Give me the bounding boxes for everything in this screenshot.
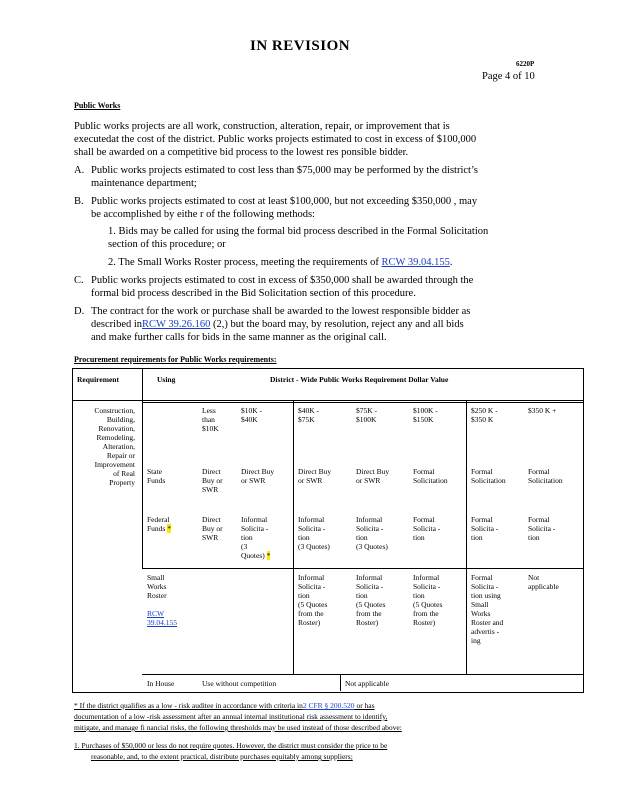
cell-line: Informal xyxy=(356,573,383,582)
state-cell xyxy=(241,467,274,485)
cell-line: Small xyxy=(471,600,489,609)
rcw-39-04-155-link[interactable]: RCW 39.04.155 xyxy=(381,257,450,268)
federal-cell xyxy=(298,515,330,551)
cell-line: Direct Buy xyxy=(356,467,390,476)
dollar-line: $75K xyxy=(298,415,315,424)
cell-line: Solicita - xyxy=(471,582,499,591)
cell-line: Informal xyxy=(356,515,383,524)
label-line: Works xyxy=(147,582,167,591)
federal-cell xyxy=(241,515,270,560)
in-house-label: In House xyxy=(147,679,175,688)
cell-line: Solicita - xyxy=(413,582,441,591)
cell-line: (5 Quotes xyxy=(356,600,386,609)
table-row-divider-3 xyxy=(142,674,583,675)
dollar-line: $100K xyxy=(356,415,377,424)
label-line xyxy=(147,524,171,533)
dollar-col-100k-150k xyxy=(413,406,438,424)
cell-line xyxy=(241,551,270,560)
dollar-col-75k-100k xyxy=(356,406,377,424)
item-d-line-2-text: described in xyxy=(91,319,143,330)
cell-line: Informal xyxy=(298,515,325,524)
footnote-line-3: mitigate, and manage fi nancial risks, the following thresholds may be used instead of those described above: xyxy=(74,723,402,732)
federal-cell xyxy=(413,515,440,542)
table-vline-1 xyxy=(293,400,294,674)
item-letter-b: B. xyxy=(74,196,84,207)
cell-line: tion xyxy=(298,591,310,600)
roster-cell xyxy=(471,573,503,645)
table-caption: Procurement requirements for Public Works requirements: xyxy=(74,355,277,364)
cell-line: Solicita - xyxy=(298,524,326,533)
row-label-line: Renovation, xyxy=(98,424,135,433)
dollar-line: $350 K xyxy=(471,415,494,424)
cell-line: tion xyxy=(528,533,540,542)
cell-line: Solicita - xyxy=(471,524,499,533)
cell-line: Roster) xyxy=(356,618,379,627)
table-vline-left xyxy=(142,368,143,569)
cell-line: Direct xyxy=(202,467,221,476)
intro-line-3: shall be awarded on a competitive bid process to the lowest res ponsible bidder. xyxy=(74,147,409,158)
dollar-col-350k-plus xyxy=(528,406,556,415)
cell-line: SWR xyxy=(202,533,219,542)
section-heading: Public Works xyxy=(74,101,121,110)
item-d-line-2-rest: (2,) but the board may, by resolution, reject any and all bids xyxy=(210,319,464,330)
cell-line: tion xyxy=(413,533,425,542)
cell-line: Solicitation xyxy=(471,476,506,485)
cell-line: Direct xyxy=(202,515,221,524)
federal-cell xyxy=(202,515,223,542)
dollar-line: $350 K + xyxy=(528,406,557,415)
page-number: Page 4 of 10 xyxy=(482,71,535,82)
cell-line: SWR xyxy=(202,485,219,494)
small-works-label xyxy=(147,573,177,627)
dollar-line: $75K - xyxy=(356,406,378,415)
row-label-line: Construction, xyxy=(94,406,135,415)
spacer xyxy=(147,600,177,609)
row-label-line: of Real xyxy=(113,469,135,478)
state-cell xyxy=(413,467,448,485)
intro-line-2: executedat the cost of the district. Public works projects estimated to cost in excess of $100,000 xyxy=(74,134,477,145)
row-label-line: Improvement xyxy=(94,460,135,469)
cell-line: Solicitation xyxy=(413,476,448,485)
dollar-line: $40K xyxy=(241,415,258,424)
cell-line: Formal xyxy=(471,467,493,476)
cell-line: or SWR xyxy=(356,476,381,485)
footnote-item-1-line-1: 1. Purchases of $50,000 or less do not require quotes. However, the district must consider the price to be xyxy=(74,741,388,750)
cell-line: or SWR xyxy=(241,476,266,485)
cell-line: Direct Buy xyxy=(298,467,332,476)
cell-line: Formal xyxy=(471,515,493,524)
roster-cell xyxy=(298,573,327,627)
cell-line: ing xyxy=(471,636,481,645)
item-c-line-2: formal bid process described in the Bid Solicitation section of this procedure. xyxy=(91,288,416,299)
cell-line: Works xyxy=(471,609,491,618)
cell-line: Solicita - xyxy=(356,524,384,533)
cell-line: Formal xyxy=(528,515,550,524)
item-letter-a: A. xyxy=(74,165,85,176)
cell-line: Buy or xyxy=(202,524,223,533)
state-cell xyxy=(528,467,563,485)
table-vline-2 xyxy=(466,400,467,674)
intro-line-1: Public works projects are all work, construction, alteration, repair, or improvement that is xyxy=(74,121,450,132)
row-label-line: Alteration, xyxy=(102,442,135,451)
dollar-line: $10K - xyxy=(241,406,263,415)
header-dollar-value: District - Wide Public Works Requirement Dollar Value xyxy=(270,375,449,384)
item-a-line-2: maintenance department; xyxy=(91,178,197,189)
label-line: Small xyxy=(147,573,165,582)
cell-line: Formal xyxy=(471,573,493,582)
row-label xyxy=(79,406,135,487)
in-house-na: Not applicable xyxy=(345,679,389,688)
roster-cell xyxy=(413,573,442,627)
dollar-col-250k-350k xyxy=(471,406,498,424)
row-label-line: Building, xyxy=(106,415,135,424)
dollar-line: Less xyxy=(202,406,216,415)
cell-line: from the xyxy=(413,609,439,618)
dollar-col-less-10k xyxy=(202,406,219,433)
label-line: State xyxy=(147,467,162,476)
state-funds-label xyxy=(147,467,165,485)
federal-funds-label xyxy=(147,515,171,533)
subitem-2-line xyxy=(108,257,452,270)
cell-text: Quotes) xyxy=(241,551,265,560)
footnote-text: or has xyxy=(354,701,375,710)
dollar-col-40k-75k xyxy=(298,406,319,424)
subitem-2-text: 2. The Small Works Roster process, meeting the requirements of xyxy=(108,257,379,268)
cell-line: Solicita - xyxy=(298,582,326,591)
cell-line: Solicita - xyxy=(528,524,556,533)
cell-line: Roster) xyxy=(298,618,321,627)
item-d-line-1: The contract for the work or purchase shall be awarded to the lowest responsible bidder as xyxy=(91,306,471,317)
table-row-divider-1 xyxy=(142,402,583,403)
subitem-2-period: . xyxy=(449,257,453,268)
subitem-1-line-1: 1. Bids may be called for using the formal bid process described in the Formal Solicitation xyxy=(108,226,489,237)
item-d-line-3: and make further calls for bids in the same manner as the original call. xyxy=(91,332,387,343)
cell-line: tion xyxy=(241,533,253,542)
cell-line: (3 Quotes) xyxy=(298,542,330,551)
footnote-item-1-line-2: reasonable, and, to the extent practical, distribute purchases equitably among suppliers; xyxy=(91,752,353,761)
item-letter-d: D. xyxy=(74,306,85,317)
dollar-col-10k-40k xyxy=(241,406,262,424)
cell-line: Solicita - xyxy=(241,524,269,533)
item-c-line-1: Public works projects estimated to cost in excess of $350,000 shall be awarded through the xyxy=(91,275,474,286)
cell-line: Roster) xyxy=(413,618,436,627)
cell-line: tion xyxy=(413,591,425,600)
table-vline-na xyxy=(340,674,341,691)
header-using: Using xyxy=(157,375,176,384)
cell-line: (5 Quotes xyxy=(413,600,443,609)
in-house-use: Use without competition xyxy=(202,679,277,688)
label-line: Funds xyxy=(147,476,166,485)
dollar-line: $150K xyxy=(413,415,434,424)
cell-line: (3 Quotes) xyxy=(356,542,388,551)
cell-line: tion using xyxy=(471,591,501,600)
cell-line: from the xyxy=(356,609,382,618)
dollar-line: $250 K - xyxy=(471,406,498,415)
cell-line: tion xyxy=(356,533,368,542)
cell-line: or SWR xyxy=(298,476,323,485)
cell-line: (5 Quotes xyxy=(298,600,328,609)
roster-cell xyxy=(356,573,385,627)
subitem-1-line-2: section of this procedure; or xyxy=(108,239,226,250)
cell-line: Formal xyxy=(413,467,435,476)
state-cell xyxy=(356,467,389,485)
dollar-line: than xyxy=(202,415,215,424)
cell-line: Informal xyxy=(413,573,440,582)
federal-cell xyxy=(528,515,555,542)
cell-line: Roster and xyxy=(471,618,504,627)
footnote-marker: * xyxy=(266,551,271,560)
item-a-line-1: Public works projects estimated to cost less than $75,000 may be performed by the district’s xyxy=(91,165,478,176)
dollar-line: $100K - xyxy=(413,406,438,415)
document-code: 6220P xyxy=(516,60,535,68)
federal-cell xyxy=(471,515,498,542)
footnote-text: * If the district qualifies as a low - risk auditee in accordance with criteria in xyxy=(74,701,303,710)
cell-line: Solicitation xyxy=(528,476,563,485)
cell-line: Buy or xyxy=(202,476,223,485)
cell-line: Formal xyxy=(413,515,435,524)
item-b-line-2: be accomplished by eithe r of the following methods: xyxy=(91,209,315,220)
cell-line: tion xyxy=(298,533,310,542)
row-label-line: Remodeling, xyxy=(96,433,135,442)
table-row-divider-2 xyxy=(142,568,583,569)
rcw-39-26-160-link[interactable]: RCW 39.26.160 xyxy=(142,319,211,330)
dollar-line: $10K xyxy=(202,424,219,433)
item-d-line-2 xyxy=(91,319,464,332)
footnote-line-2: documentation of a low -risk assessment after an annual internal institutional risk assessment to identify, xyxy=(74,712,388,721)
dollar-line: $40K - xyxy=(298,406,320,415)
label-text: Funds xyxy=(147,524,166,533)
cell-line: Direct Buy xyxy=(241,467,275,476)
table-header-divider xyxy=(72,400,583,401)
cell-line: Informal xyxy=(241,515,268,524)
cell-line: Informal xyxy=(298,573,325,582)
label-line: Federal xyxy=(147,515,170,524)
cell-line: from the xyxy=(298,609,324,618)
cell-line: tion xyxy=(471,533,483,542)
roster-cell xyxy=(528,573,559,591)
footnote-line-1 xyxy=(74,701,375,711)
cell-line: applicable xyxy=(528,582,559,591)
cell-line: Formal xyxy=(528,467,550,476)
cfr-link[interactable]: 2 CFR § 200.520 xyxy=(302,701,355,710)
cell-line: Solicita - xyxy=(356,582,384,591)
cell-line: (3 xyxy=(241,542,248,551)
row-label-line: Repair or xyxy=(106,451,135,460)
header-requirement: Requirement xyxy=(77,375,119,384)
cell-line: Not xyxy=(528,573,540,582)
rcw-link[interactable]: 39.04.155 xyxy=(147,618,177,627)
footnote-marker: * xyxy=(167,524,171,533)
federal-cell xyxy=(356,515,388,551)
item-b-line-1: Public works projects estimated to cost at least $100,000, but not exceeding $350,000 , may xyxy=(91,196,478,207)
state-cell xyxy=(298,467,331,485)
state-cell xyxy=(202,467,223,494)
cell-line: tion xyxy=(356,591,368,600)
page-title: IN REVISION xyxy=(250,38,351,54)
item-letter-c: C. xyxy=(74,275,84,286)
row-label-line: Property xyxy=(109,478,135,487)
cell-line: Solicita - xyxy=(413,524,441,533)
cell-line: advertis - xyxy=(471,627,500,636)
state-cell xyxy=(471,467,506,485)
rcw-link[interactable]: RCW xyxy=(147,609,165,618)
label-line: Roster xyxy=(147,591,167,600)
